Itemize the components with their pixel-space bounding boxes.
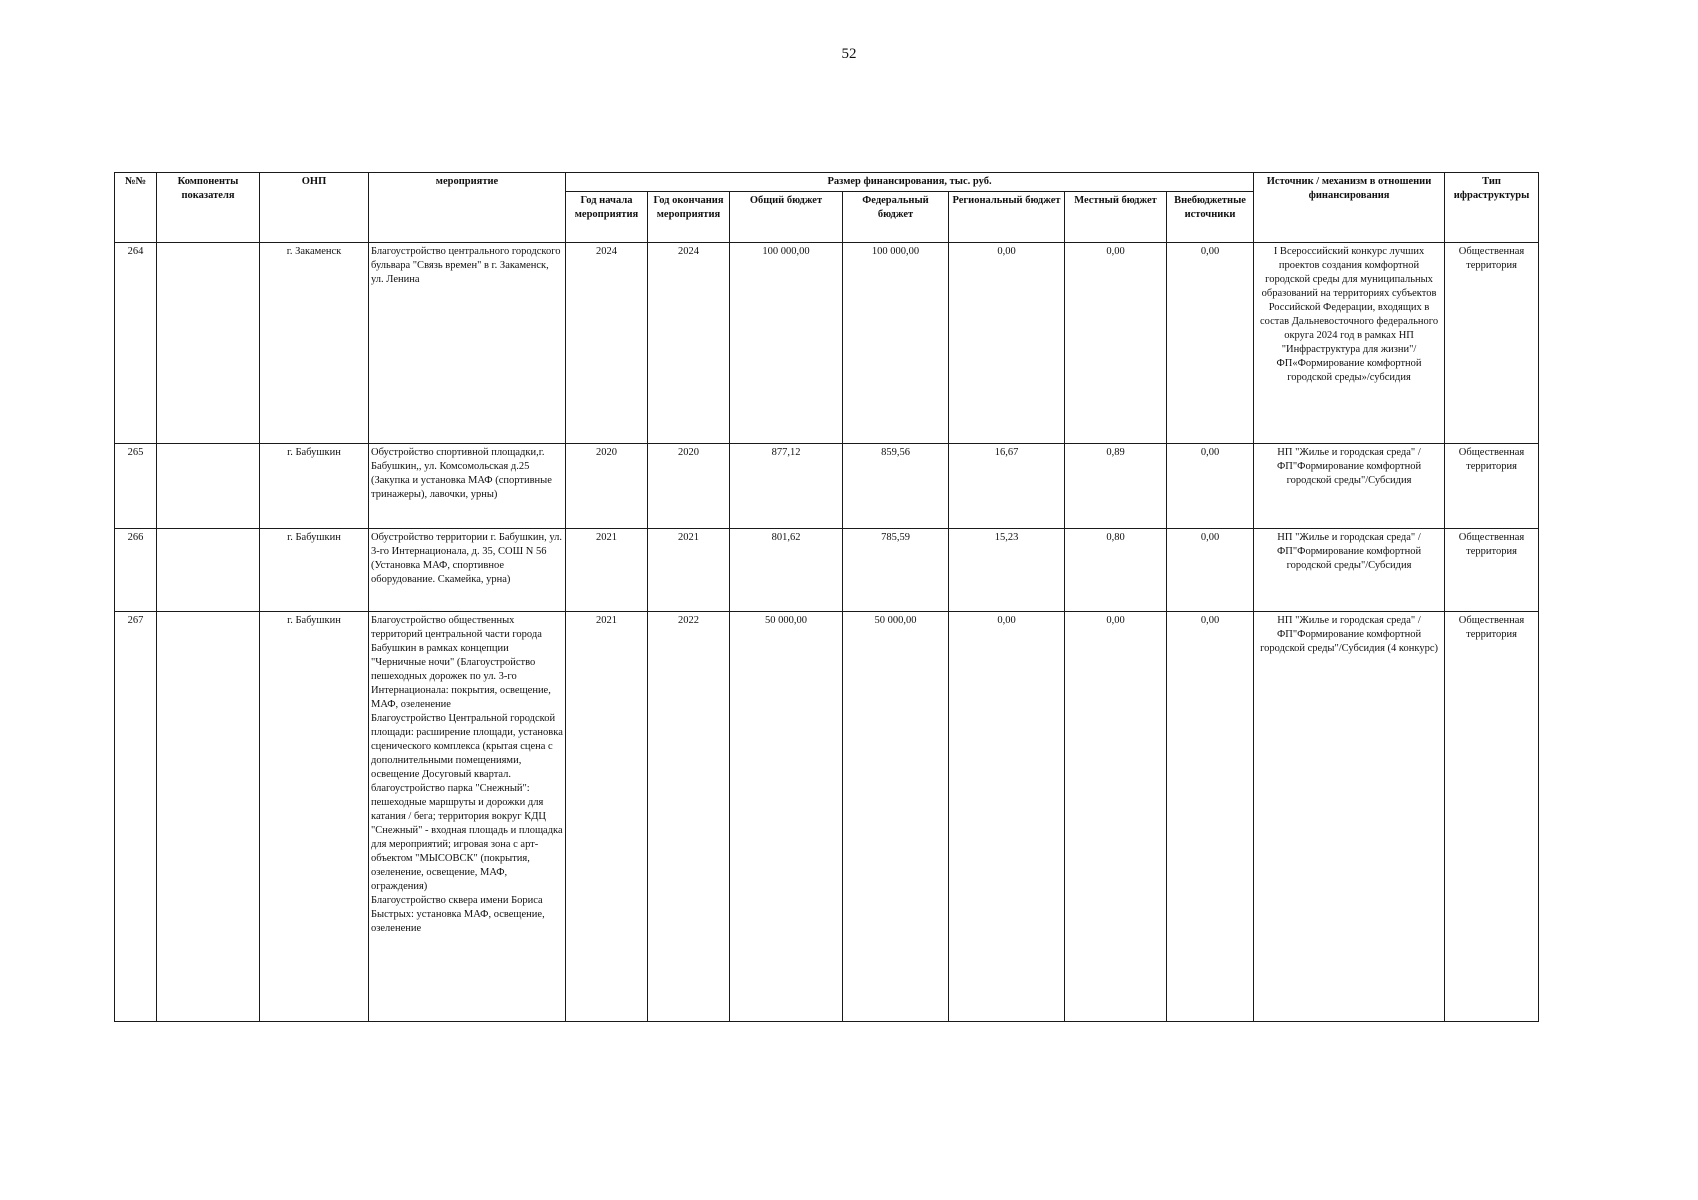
cell-components xyxy=(157,444,260,529)
cell-year-end: 2022 xyxy=(648,612,730,1022)
table-row xyxy=(115,529,1539,612)
cell-local: 0,80 xyxy=(1065,529,1167,612)
financing-table xyxy=(114,172,1539,1022)
header-regional: Региональный бюджет xyxy=(949,192,1065,243)
cell-onp: г. Закаменск xyxy=(260,243,369,444)
cell-regional: 0,00 xyxy=(949,243,1065,444)
cell-total: 877,12 xyxy=(730,444,843,529)
cell-num: 264 xyxy=(115,243,157,444)
cell-year-end: 2021 xyxy=(648,529,730,612)
cell-event: Обустройство спортивной площадки,г. Бабушкин,, ул. Комсомольская д.25 (Закупка и установка МАФ (спортивные тринажеры), лавочки, урны) xyxy=(369,444,566,529)
cell-regional: 15,23 xyxy=(949,529,1065,612)
header-extra: Внебюджетные источники xyxy=(1167,192,1254,243)
cell-extra: 0,00 xyxy=(1167,444,1254,529)
header-total: Общий бюджет xyxy=(730,192,843,243)
cell-total: 801,62 xyxy=(730,529,843,612)
header-year-end: Год окончания мероприятия xyxy=(648,192,730,243)
cell-source: НП "Жилье и городская среда" /ФП"Формирование комфортной городской среды"/Субсидия xyxy=(1254,444,1445,529)
cell-infra: Общественная территория xyxy=(1445,612,1539,1022)
cell-components xyxy=(157,243,260,444)
cell-onp: г. Бабушкин xyxy=(260,612,369,1022)
cell-year-start: 2024 xyxy=(566,243,648,444)
cell-federal: 100 000,00 xyxy=(843,243,949,444)
header-num: №№ xyxy=(115,173,157,243)
header-onp: ОНП xyxy=(260,173,369,243)
cell-event: Благоустройство центрального городского бульвара "Связь времен" в г. Закаменск, ул. Ленина xyxy=(369,243,566,444)
cell-infra: Общественная территория xyxy=(1445,243,1539,444)
cell-event: Благоустройство общественных территорий центральной части города Бабушкин в рамках концепции "Черничные ночи" (Благоустройство пешеходных дорожек по ул. 3-го Интернационала: покрытия, освещение, МАФ, озеленение Благоустройство Центральной городской площади: расширение площади, установка сценического комплекса (крытая сцена с дополнительными помещениями, освещение Досуговый квартал. благоустройство парка "Снежный": пешеходные маршруты и дорожки для катания / бега; территория вокруг КДЦ "Снежный" - входная площадь и площадка для мероприятий; игровая зона с арт-объектом "МЫСОВСК" (покрытия, озеленение, освещение, МАФ, ограждения) Благоустройство сквера имени Бориса Быстрых: установка МАФ, освещение, озеленение xyxy=(369,612,566,1022)
cell-onp: г. Бабушкин xyxy=(260,444,369,529)
cell-year-end: 2020 xyxy=(648,444,730,529)
cell-source: I Всероссийский конкурс лучших проектов создания комфортной городской среды для муниципальных образований на территориях субъектов Российской Федерации, входящих в состав Дальневосточного федерального округа 2024 год в рамках НП "Инфраструктура для жизни"/ФП«Формирование комфортной городской среды»/субсидия xyxy=(1254,243,1445,444)
table-row xyxy=(115,612,1539,1022)
cell-local: 0,00 xyxy=(1065,612,1167,1022)
cell-num: 266 xyxy=(115,529,157,612)
cell-infra: Общественная территория xyxy=(1445,444,1539,529)
table-row xyxy=(115,444,1539,529)
cell-federal: 785,59 xyxy=(843,529,949,612)
cell-event: Обустройство территории г. Бабушкин, ул. 3-го Интернационала, д. 35, СОШ N 56 (Установка МАФ, спортивное оборудование. Скамейка, урна) xyxy=(369,529,566,612)
cell-federal: 859,56 xyxy=(843,444,949,529)
header-year-start: Год начала мероприятия xyxy=(566,192,648,243)
cell-extra: 0,00 xyxy=(1167,612,1254,1022)
cell-source: НП "Жилье и городская среда" /ФП"Формирование комфортной городской среды"/Субсидия (4 конкурс) xyxy=(1254,612,1445,1022)
header-components: Компоненты показателя xyxy=(157,173,260,243)
cell-total: 100 000,00 xyxy=(730,243,843,444)
cell-total: 50 000,00 xyxy=(730,612,843,1022)
cell-num: 265 xyxy=(115,444,157,529)
header-event: мероприятие xyxy=(369,173,566,243)
cell-local: 0,00 xyxy=(1065,243,1167,444)
cell-federal: 50 000,00 xyxy=(843,612,949,1022)
page-number: 52 xyxy=(841,46,857,62)
cell-extra: 0,00 xyxy=(1167,243,1254,444)
table-row xyxy=(115,243,1539,444)
header-local: Местный бюджет xyxy=(1065,192,1167,243)
cell-components xyxy=(157,612,260,1022)
header-funding-group: Размер финансирования, тыс. руб. xyxy=(566,173,1254,192)
cell-num: 267 xyxy=(115,612,157,1022)
cell-local: 0,89 xyxy=(1065,444,1167,529)
cell-year-start: 2021 xyxy=(566,612,648,1022)
cell-source: НП "Жилье и городская среда" /ФП"Формирование комфортной городской среды"/Субсидия xyxy=(1254,529,1445,612)
cell-components xyxy=(157,529,260,612)
cell-regional: 16,67 xyxy=(949,444,1065,529)
cell-onp: г. Бабушкин xyxy=(260,529,369,612)
cell-year-start: 2020 xyxy=(566,444,648,529)
cell-year-end: 2024 xyxy=(648,243,730,444)
cell-regional: 0,00 xyxy=(949,612,1065,1022)
header-source: Источник / механизм в отношении финансирования xyxy=(1254,173,1445,243)
header-federal: Федеральный бюджет xyxy=(843,192,949,243)
cell-infra: Общественная территория xyxy=(1445,529,1539,612)
header-infra: Тип ифраструктуры xyxy=(1445,173,1539,243)
cell-extra: 0,00 xyxy=(1167,529,1254,612)
cell-year-start: 2021 xyxy=(566,529,648,612)
